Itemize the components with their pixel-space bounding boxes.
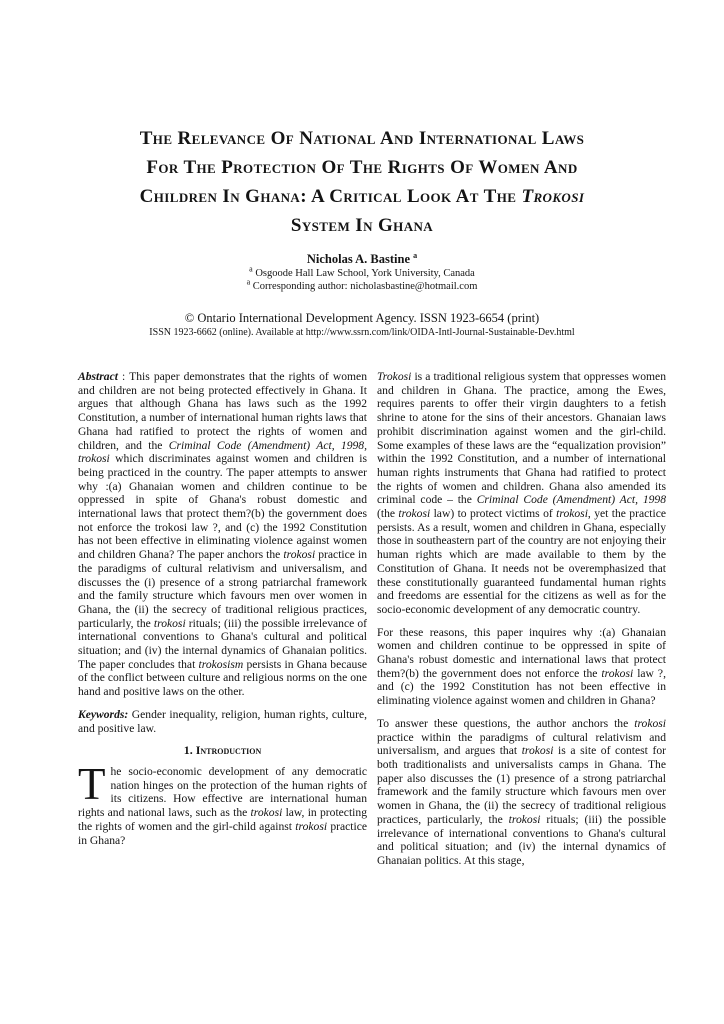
column-left	[78, 370, 367, 877]
text-run: , yet the practice persists. As a result, women and children in Ghana, especially those in southeastern part of the country are not enjoying their human rights which are made available to them by the Constitution of Ghana. It needs not be overemphasized that these constitutionally guaranteed fundamental human rights and freedoms are essential for the citizens as well as for the socio-economic development of any democratic country.	[377, 507, 666, 616]
text-run: To answer these questions, the author anchors the	[377, 716, 635, 730]
text-run: (the	[377, 507, 399, 521]
text-run: law, in protecting the rights of women and the girl-child against	[78, 806, 367, 833]
affiliation-line	[0, 264, 724, 280]
affiliation-text: Osgoode Hall Law School, York University, Canada	[252, 268, 475, 279]
imprint-block	[0, 311, 724, 340]
text-run: : This paper demonstrates that the rights of women and children are not being protected effectively in Ghana. It argues that although Ghana has laws such as the 1992 Constitution, a number of international human rights laws that Ghana had ratified to protect the rights of women and children, and the	[78, 370, 367, 452]
affiliation-superscript: a	[249, 264, 253, 274]
text-run: practice in Ghana?	[78, 819, 367, 847]
paper-title-line	[0, 182, 724, 211]
column-right	[377, 370, 666, 877]
text-run: he socio-economic development of any democratic nation hinges on the protection of the human rights of its citizens. How effective are international human rights and national laws, such as the	[78, 764, 367, 820]
paper-title	[0, 0, 724, 240]
text-run: trokosi	[508, 812, 541, 826]
text-run: trokosi	[556, 507, 588, 521]
paragraph	[78, 708, 367, 735]
copyright-issn-line: © Ontario International Development Agency. ISSN 1923-6654 (print)	[184, 311, 540, 325]
text-run: which discriminates against women and children is being practiced in the country. The paper attempts to answer why :(a) Ghanaian women and children continue to be oppressed in spite of Ghana's robust domestic and international laws that protect them?(b) the government does not enforce the trokosi law ?, and (c) the 1992 Constitution has not been effective in eliminating violence against women and children Ghana? The paper anchors the	[78, 452, 367, 562]
text-run: is a traditional religious system that oppresses women and children in Ghana. The practice, among the Ewes, requires parents to offer their virgin daughters to a fetish shrine to atone for the sins of their ancestors. Ghanaian laws prohibit discrimination against women and the girl-child. Some examples of these laws are the “equalization provision” within the 1992 Constitution, and a number of international human rights instruments that Ghana had ratified to protect the rights of women and children. Ghana also amended its criminal code – the	[377, 370, 666, 507]
paper-title-line	[0, 153, 724, 182]
paper-title-line	[0, 211, 724, 240]
text-run: law) to protect victims of	[430, 507, 557, 521]
text-run: System In Ghana	[290, 215, 434, 236]
correspondence-superscript: a	[246, 277, 251, 287]
text-run: practice within the paradigms of cultural relativism and universalism, and argues that	[377, 730, 666, 758]
text-run: trokosi	[634, 716, 666, 730]
text-run: trokosism	[198, 657, 244, 671]
text-run: trokosi	[601, 666, 634, 680]
paragraph	[78, 758, 367, 847]
online-issn-url-line: ISSN 1923-6662 (online). Available at http://www.ssrn.com/link/OIDA-Intl-Journal-Sustainable-Dev.html	[149, 327, 575, 338]
article-body	[78, 370, 666, 877]
text-run: Gender inequality, religion, human rights, culture, and positive law.	[78, 707, 367, 735]
text-run: For The Protection Of The Rights Of Women And	[146, 157, 578, 178]
text-run: rituals; (iii) the possible irrelevance of international conventions to Ghana's cultural and political situation; and (iv) the internal dynamics of Ghanaian politics. At this stage,	[377, 812, 666, 867]
dropcap: T	[78, 758, 106, 809]
paragraph	[78, 370, 367, 699]
text-run: trokosi	[398, 507, 431, 521]
text-run: Trokosi	[521, 186, 585, 207]
section-heading: 1. Introduction	[183, 743, 262, 758]
text-run: Criminal Code (Amendment) Act, 1998	[476, 493, 667, 507]
paragraph	[377, 626, 666, 708]
author-block	[0, 252, 724, 293]
text-run: Abstract	[78, 370, 118, 383]
text-run: For these reasons, this paper inquires why :(a) Ghanaian women and children continue to be oppressed in spite of Ghana's robust domestic and international laws that protect them?(b) the government does not enforce the	[377, 625, 666, 680]
author-name-text: Nicholas A. Bastine	[306, 252, 410, 266]
paragraph	[377, 717, 666, 868]
correspondence-text: Corresponding author: nicholasbastine@hotmail.com	[250, 281, 478, 292]
text-run: trokosi	[295, 819, 328, 833]
text-run: Trokosi	[377, 370, 412, 383]
text-run: rituals; (iii) the possible irrelevance of international conventions to Ghana's cultural and political situation; and (iv) the internal dynamics of Ghanaian politics. The paper concludes that	[78, 616, 367, 671]
text-run: practice in the paradigms of cultural relativism and universalism, and discusses the (i) presence of a strong patriarchal framework and the family structure which favours men over women in Ghana, the (ii) the secrecy of traditional religious practices, particularly, the	[78, 548, 368, 630]
text-run: is a site of contest for both traditionalists and universalists camps in Ghana. The paper also discusses the (1) presence of a strong patriarchal framework and the family structure which favours men over women in Ghana, the (ii) the secrecy of traditional religious practices, particularly, the	[377, 744, 666, 826]
text-run: trokosi	[153, 616, 186, 630]
text-run: trokosi	[283, 548, 316, 562]
text-run: The Relevance Of National And International Laws	[139, 128, 585, 149]
paper-title-line	[0, 124, 724, 153]
text-run: law ?, and (c) the 1992 Constitution has not been effective in eliminating violence against women and children in Ghana?	[377, 666, 666, 708]
author-name	[0, 252, 724, 267]
text-run: trokosi	[521, 744, 554, 758]
author-superscript: a	[413, 250, 418, 260]
text-run: Keywords:	[78, 707, 129, 721]
correspondence-line	[0, 277, 724, 293]
text-run: Criminal Code (Amendment) Act, 1998, trokosi	[78, 438, 368, 466]
text-run: trokosi	[250, 806, 283, 820]
text-run: persists in Ghana because of the conflict between culture and religious norms on the one hand and positive laws on the other.	[78, 657, 367, 699]
paragraph	[377, 370, 666, 617]
text-run: Children In Ghana: A Critical Look At The	[139, 186, 522, 207]
